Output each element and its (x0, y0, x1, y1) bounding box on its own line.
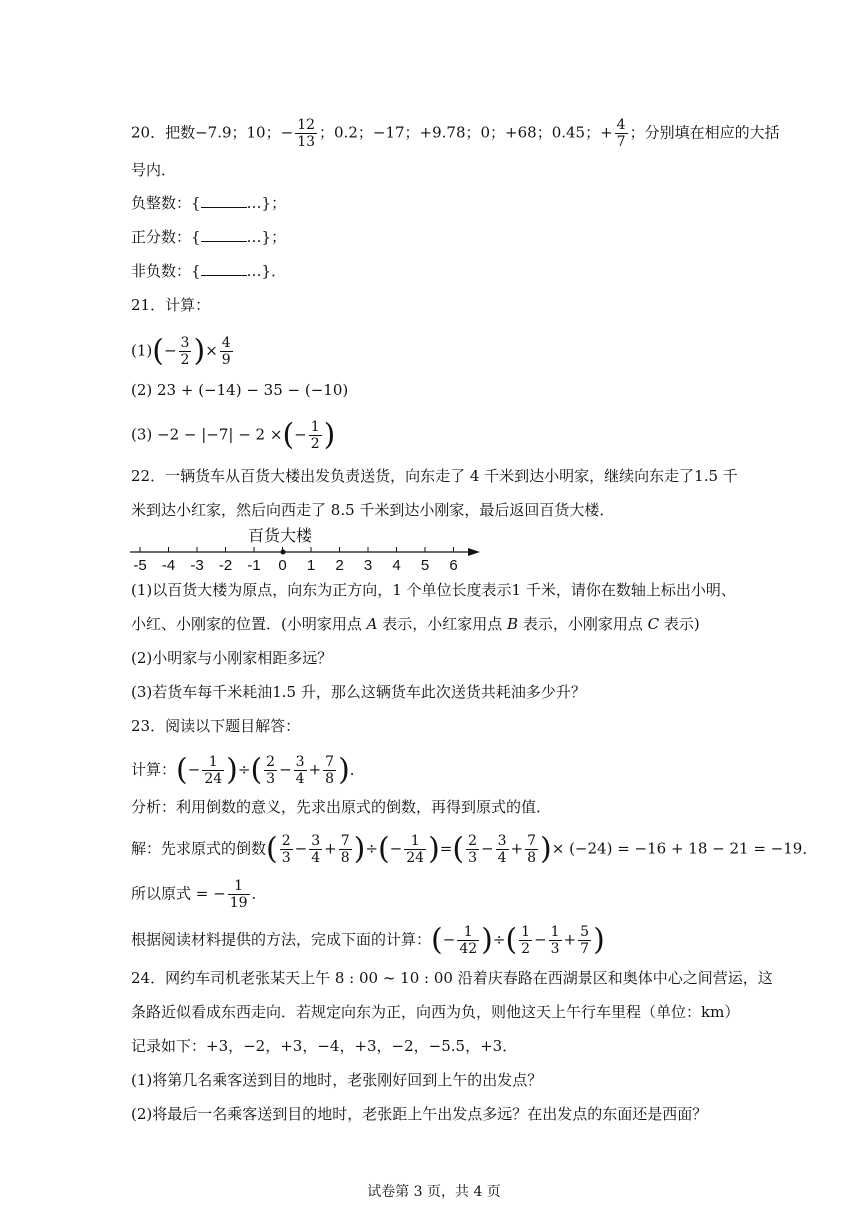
frac-den: 24 (204, 771, 223, 787)
fraction (202, 754, 224, 787)
q21-part2: (2) 23 + (−14) − 35 − (−10) (131, 381, 349, 399)
q23-task: 根据阅读材料提供的方法，完成下面的计算：(− $\frac{1}{42}$ )÷( $\frac{1}{2}$ − $\frac{1}{3}$ + $\frac{5}{7}$ ) (131, 922, 605, 958)
fraction (339, 833, 352, 866)
q20-non-negative (131, 261, 286, 281)
paren-open: ( (152, 333, 164, 369)
fraction (525, 833, 538, 866)
frac-num: 2 (266, 754, 276, 770)
frac-num: 2 (468, 833, 478, 849)
q20-line2: 号内． (131, 161, 177, 179)
axis-arrow (468, 548, 480, 556)
q24-line3: 记录如下：+3，−2，+3，−4，+3，−2，−5.5，+3． (131, 1037, 518, 1055)
text: 表示，小刚家用点 (518, 615, 648, 633)
q20-numbers-a: −7.9；10； (195, 123, 281, 142)
fraction-4-9 (220, 335, 233, 368)
times-sign: × (205, 341, 218, 360)
fraction-3-2 (179, 335, 192, 368)
q20-fraction-12-13 (295, 117, 317, 150)
frac-den: 8 (340, 850, 350, 866)
frac-num: 2 (281, 833, 291, 849)
frac-den: 24 (406, 850, 425, 866)
frac-num: 12 (297, 117, 316, 133)
tick-label: -4 (161, 557, 176, 574)
frac-den: 9 (221, 352, 231, 368)
fraction-1-2 (309, 419, 322, 452)
paren-close: ) (323, 417, 336, 453)
frac-num: 4 (221, 335, 231, 351)
frac-den: 3 (550, 941, 560, 957)
frac-den: 3 (266, 771, 276, 787)
q23-title: 23．阅读以下题目解答： (131, 717, 301, 735)
frac-den: 8 (527, 850, 537, 866)
label: 所以原式 = − (131, 884, 226, 903)
paren-open: ( (250, 752, 263, 788)
tick-label: 1 (306, 557, 316, 574)
fraction (309, 833, 322, 866)
paren-close: ) (540, 831, 552, 867)
q24-line1: 24．网约车司机老张某天上午 8 : 00 ~ 10 : 00 沿着庆春路在西湖景区和奥体中心之间营运，这 (131, 969, 773, 987)
frac-den: 8 (325, 771, 335, 787)
fraction (466, 833, 479, 866)
point-C: C (647, 615, 660, 633)
answer-blank (201, 195, 247, 208)
tick-label: -3 (190, 557, 204, 574)
tick-label: 5 (420, 557, 430, 574)
q22-sub1-line1: (1)以百货大楼为原点，向东为正方向，1 个单位长度表示1 千米，请你在数轴上标出小明、 (131, 581, 736, 599)
minus-sign: − (163, 341, 177, 360)
q22-sub2: (2)小明家与小刚家相距多远？ (131, 649, 333, 667)
q22-sub3: (3)若货车每千米耗油1.5 升，那么这辆货车此次送货共耗油多少升？ (131, 683, 586, 701)
frac-num: 3 (295, 754, 305, 770)
frac-num: 1 (521, 924, 531, 940)
page-footer: 试卷第 3 页，共 4 页 (367, 1184, 501, 1200)
axis-title: 百货大楼 (248, 528, 313, 545)
q22-sub1-line2 (131, 614, 700, 634)
q23-analysis: 分析：利用倒数的意义，先求出原式的倒数，再得到原式的值． (131, 798, 552, 816)
frac-num: 4 (616, 117, 626, 133)
point-B: B (507, 615, 519, 633)
q20-fraction-4-7 (615, 117, 628, 150)
paren-close: ) (226, 752, 238, 788)
frac-den: 2 (521, 941, 531, 957)
answer-blank (201, 263, 247, 276)
frac-den: 4 (295, 771, 305, 787)
frac-den: 13 (297, 134, 316, 150)
frac-num: 3 (180, 335, 190, 351)
part-label: (3) −2 − |−7| − 2 × (131, 425, 283, 444)
fraction (404, 833, 426, 866)
frac-den: 2 (180, 352, 190, 368)
frac-den: 4 (497, 850, 507, 866)
cat-end: …}； (246, 194, 287, 212)
paren-open: ( (176, 752, 188, 788)
fraction (323, 754, 336, 787)
q20-tail: ；分别填在相应的大括 (629, 123, 780, 142)
frac-den: 4 (311, 850, 321, 866)
paren-close: ) (193, 333, 206, 369)
q23-calc: 计算：(− $\frac{1}{24}$ )÷( $\frac{2}{3}$ − $\frac{3}{4}$ + $\frac{7}{8}$ )． (131, 752, 365, 788)
tick-label: -1 (247, 557, 261, 574)
q20-frac1-sign: − (280, 123, 294, 142)
result: × (−24) = −16 + 18 − 21 = −19． (551, 839, 818, 858)
paren-open: ( (377, 831, 390, 867)
cat-label: 正分数：{ (131, 228, 201, 246)
fraction-1-19 (228, 878, 250, 911)
paren-open: ( (431, 922, 443, 958)
paren-close: ) (338, 752, 350, 788)
frac-num: 7 (325, 754, 335, 770)
fraction (294, 754, 307, 787)
fraction (519, 924, 532, 957)
paren-open: ( (452, 831, 465, 867)
q20-positive-fractions (131, 227, 286, 247)
frac-num: 5 (580, 924, 590, 940)
frac-num: 1 (457, 924, 479, 941)
q24-sub1: (1)将第几名乘客送到目的地时，老张刚好回到上午的出发点？ (131, 1071, 543, 1089)
frac-num: 1 (310, 419, 320, 435)
tick-label: 4 (392, 557, 401, 574)
cat-label: 非负数：{ (131, 262, 201, 280)
cat-end: …}． (246, 262, 287, 280)
q21-title: 21．计算： (131, 296, 211, 314)
q20-frac2-sign: + (600, 123, 613, 142)
cat-label: 负整数：{ (131, 194, 201, 212)
text: 小红、小刚家的位置．(小明家用点 (131, 615, 367, 633)
q20-line1 (131, 117, 780, 150)
q20-numbers-b: ；0.2；−17；+9.78；0；+68；0.45； (319, 123, 601, 142)
frac-num: 1 (404, 833, 426, 850)
answer-blank (201, 229, 247, 242)
paren-close: ) (353, 831, 366, 867)
frac-den: 7 (580, 941, 590, 957)
point-A: A (366, 615, 378, 633)
frac-num: 1 (202, 754, 224, 771)
q21-part1 (131, 335, 235, 368)
q20-prefix: 20．把数 (131, 123, 196, 142)
frac-num: 3 (311, 833, 321, 849)
frac-den: 42 (459, 941, 478, 957)
paren-open: ( (282, 417, 295, 453)
text: 表示) (659, 615, 700, 633)
frac-den: 19 (229, 895, 248, 911)
paren-close: ) (481, 922, 493, 958)
q24-line2: 条路近似看成东西走向．若规定向东为正，向西为负，则他这天上午行车里程（单位：km） (131, 1003, 740, 1021)
paren-close: ) (593, 922, 605, 958)
fraction (280, 833, 293, 866)
frac-den: 3 (281, 850, 291, 866)
frac-num: 1 (228, 878, 250, 895)
fraction (549, 924, 562, 957)
number-line (120, 520, 490, 576)
frac-num: 3 (497, 833, 507, 849)
q23-so: 所以原式 = − $\frac{1}{19}$ ． (131, 878, 267, 911)
tick-label: -2 (218, 557, 233, 574)
minus-sign: − (294, 425, 307, 444)
fraction (496, 833, 509, 866)
q22-line2: 米到达小红家，然后向西走了 8.5 千米到达小刚家，最后返回百货大楼． (131, 501, 615, 519)
paren-open: ( (266, 831, 278, 867)
q24-sub2: (2)将最后一名乘客送到目的地时，老张距上午出发点多远？在出发点的东面还是西面？ (131, 1105, 708, 1123)
frac-num: 7 (527, 833, 537, 849)
paren-close: ) (428, 831, 440, 867)
fraction (264, 754, 277, 787)
q23-solution: 解：先求原式的倒数( $\frac{2}{3}$ − $\frac{3}{4}$ + $\frac{7}{8}$ )÷(− $\frac{1}{24}$ )=( $\frac{2}{3}$ − $\frac{3}{4}$ + $\frac{7}{8}$ )× (−24) = −16 + 18 − 21 = −19． (131, 831, 818, 867)
tick-label: 2 (335, 557, 344, 574)
q20-negative-integers (131, 193, 286, 213)
fraction (578, 924, 591, 957)
frac-num: 1 (550, 924, 560, 940)
part-label: (1) (131, 341, 153, 360)
frac-den: 2 (310, 436, 320, 452)
paren-open: ( (505, 922, 518, 958)
label: 根据阅读材料提供的方法，完成下面的计算： (131, 930, 432, 949)
frac-den: 3 (468, 850, 478, 866)
tick-label: -5 (133, 557, 147, 574)
cat-end: …}； (246, 228, 287, 246)
tick-label: 0 (278, 557, 287, 574)
text: 表示，小红家用点 (377, 615, 508, 633)
fraction (457, 924, 479, 957)
q21-part3 (131, 419, 335, 452)
label: 计算： (131, 760, 177, 779)
tick-label: 3 (363, 557, 373, 574)
tick-label: 6 (449, 557, 458, 574)
q22-line1: 22．一辆货车从百货大楼出发负责送货，向东走了 4 千米到达小明家，继续向东走了1.5 千 (131, 467, 738, 485)
label: 解：先求原式的倒数 (131, 839, 267, 858)
frac-den: 7 (616, 134, 626, 150)
frac-num: 7 (340, 833, 350, 849)
